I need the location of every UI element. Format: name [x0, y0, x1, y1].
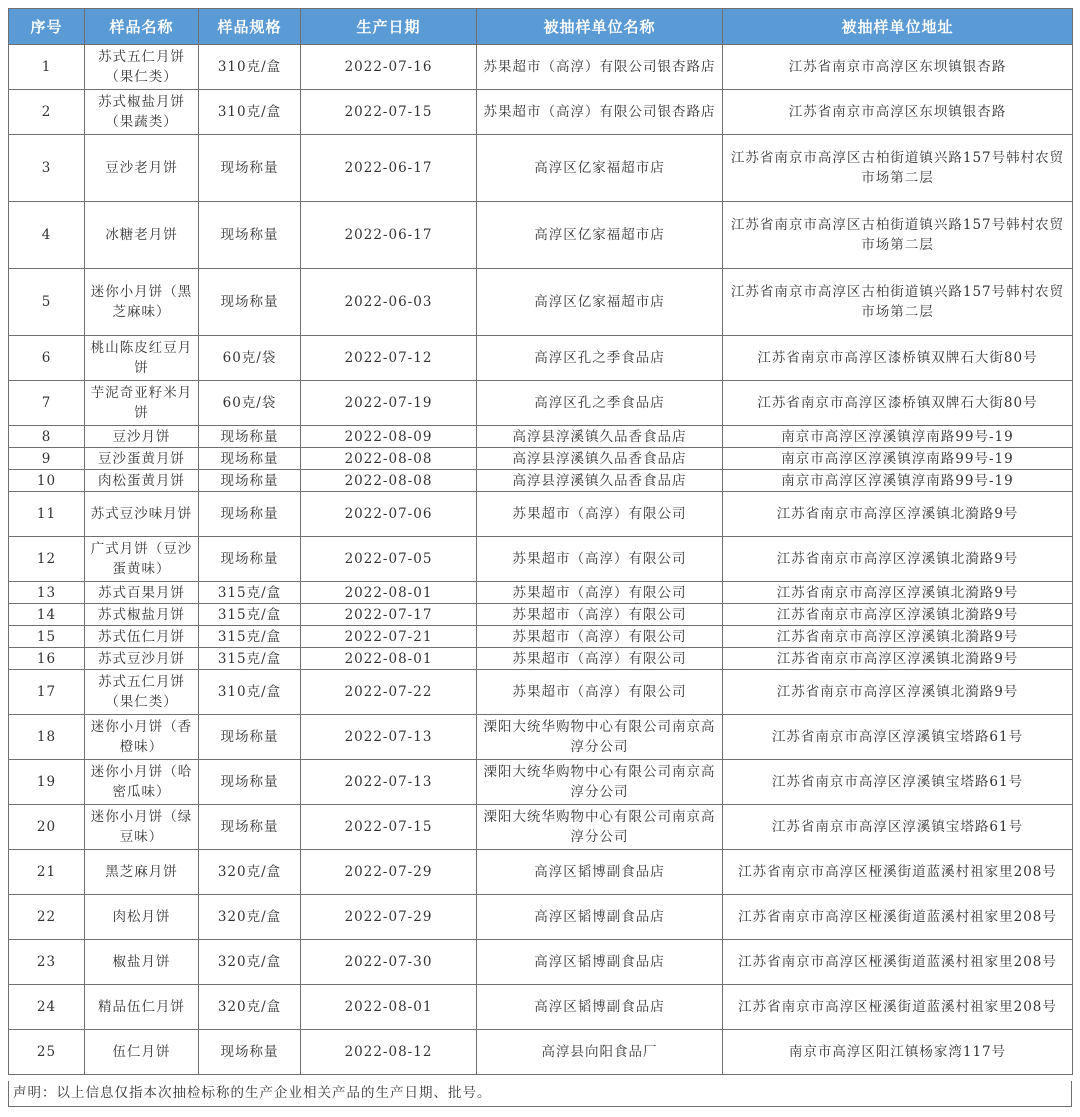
- cell-production-date: 2022-07-30: [301, 940, 477, 985]
- cell-sample-spec: 320克/盒: [199, 895, 301, 940]
- cell-sample-name: 苏式椒盐月饼: [85, 604, 199, 626]
- cell-sample-name: 迷你小月饼（绿豆味）: [85, 805, 199, 850]
- cell-sample-spec: 310克/盒: [199, 90, 301, 135]
- cell-no: 14: [9, 604, 85, 626]
- inspection-table: [8, 8, 1073, 1075]
- cell-sample-name: 苏式豆沙月饼: [85, 648, 199, 670]
- cell-sample-name: 苏式五仁月饼（果仁类）: [85, 670, 199, 715]
- cell-sample-spec: 现场称量: [199, 448, 301, 470]
- table-row: [9, 426, 1073, 448]
- cell-production-date: 2022-07-16: [301, 45, 477, 90]
- table-row: [9, 1030, 1073, 1075]
- cell-sampled-address: 江苏省南京市高淳区淳溪镇北漪路9号: [723, 670, 1073, 715]
- cell-production-date: 2022-07-22: [301, 670, 477, 715]
- cell-sample-name: 苏式豆沙味月饼: [85, 492, 199, 537]
- cell-sample-spec: 现场称量: [199, 1030, 301, 1075]
- cell-sample-name: 迷你小月饼（黑芝麻味）: [85, 269, 199, 336]
- cell-sampled-unit: 苏果超市（高淳）有限公司银杏路店: [477, 90, 723, 135]
- cell-sample-name: 芋泥奇亚籽米月饼: [85, 381, 199, 426]
- cell-production-date: 2022-08-08: [301, 448, 477, 470]
- cell-sampled-unit: 苏果超市（高淳）有限公司: [477, 626, 723, 648]
- cell-sample-name: 冰糖老月饼: [85, 202, 199, 269]
- cell-sampled-address: 江苏省南京市高淳区淳溪镇宝塔路61号: [723, 805, 1073, 850]
- cell-no: 25: [9, 1030, 85, 1075]
- cell-sample-name: 伍仁月饼: [85, 1030, 199, 1075]
- cell-sampled-unit: 高淳区韬博副食品店: [477, 940, 723, 985]
- cell-no: 2: [9, 90, 85, 135]
- cell-sampled-address: 江苏省南京市高淳区淳溪镇北漪路9号: [723, 582, 1073, 604]
- table-row: [9, 985, 1073, 1030]
- cell-sample-spec: 现场称量: [199, 202, 301, 269]
- table-row: [9, 850, 1073, 895]
- header-sample-name: 样品名称: [85, 9, 199, 45]
- header-sample-spec: 样品规格: [199, 9, 301, 45]
- cell-sampled-unit: 高淳区亿家福超市店: [477, 135, 723, 202]
- cell-sample-name: 豆沙月饼: [85, 426, 199, 448]
- table-row: [9, 448, 1073, 470]
- header-sampled-unit: 被抽样单位名称: [477, 9, 723, 45]
- table-row: [9, 470, 1073, 492]
- cell-production-date: 2022-08-09: [301, 426, 477, 448]
- cell-sampled-unit: 苏果超市（高淳）有限公司: [477, 582, 723, 604]
- cell-sampled-address: 江苏省南京市高淳区古柏街道镇兴路157号韩村农贸市场第二层: [723, 269, 1073, 336]
- table-row: [9, 715, 1073, 760]
- cell-sampled-address: 江苏省南京市高淳区淳溪镇北漪路9号: [723, 537, 1073, 582]
- table-row: [9, 537, 1073, 582]
- cell-production-date: 2022-08-08: [301, 470, 477, 492]
- cell-no: 18: [9, 715, 85, 760]
- cell-sampled-unit: 苏果超市（高淳）有限公司: [477, 492, 723, 537]
- cell-sample-spec: 60克/袋: [199, 381, 301, 426]
- cell-sampled-unit: 高淳县向阳食品厂: [477, 1030, 723, 1075]
- cell-production-date: 2022-07-13: [301, 760, 477, 805]
- cell-sampled-unit: 高淳县淳溪镇久品香食品店: [477, 426, 723, 448]
- cell-sampled-unit: 苏果超市（高淳）有限公司: [477, 670, 723, 715]
- table-row: [9, 940, 1073, 985]
- cell-no: 5: [9, 269, 85, 336]
- cell-sampled-address: 江苏省南京市高淳区东坝镇银杏路: [723, 90, 1073, 135]
- cell-sample-spec: 315克/盒: [199, 604, 301, 626]
- cell-sample-spec: 现场称量: [199, 470, 301, 492]
- cell-production-date: 2022-07-06: [301, 492, 477, 537]
- cell-sample-spec: 310克/盒: [199, 670, 301, 715]
- cell-sampled-address: 江苏省南京市高淳区淳溪镇北漪路9号: [723, 492, 1073, 537]
- cell-no: 19: [9, 760, 85, 805]
- cell-sample-name: 苏式百果月饼: [85, 582, 199, 604]
- cell-no: 15: [9, 626, 85, 648]
- cell-sampled-unit: 高淳县淳溪镇久品香食品店: [477, 470, 723, 492]
- cell-no: 24: [9, 985, 85, 1030]
- cell-sample-name: 苏式椒盐月饼（果蔬类）: [85, 90, 199, 135]
- table-row: [9, 760, 1073, 805]
- table-row: [9, 670, 1073, 715]
- cell-sample-name: 桃山陈皮红豆月饼: [85, 336, 199, 381]
- cell-sample-spec: 现场称量: [199, 760, 301, 805]
- table-row: [9, 135, 1073, 202]
- cell-sampled-address: 江苏省南京市高淳区桠溪街道蓝溪村祖家里208号: [723, 850, 1073, 895]
- cell-sampled-address: 江苏省南京市高淳区漆桥镇双牌石大街80号: [723, 336, 1073, 381]
- cell-sample-name: 迷你小月饼（香橙味）: [85, 715, 199, 760]
- cell-sample-spec: 315克/盒: [199, 648, 301, 670]
- cell-sample-name: 广式月饼（豆沙蛋黄味）: [85, 537, 199, 582]
- table-row: [9, 626, 1073, 648]
- cell-production-date: 2022-07-13: [301, 715, 477, 760]
- cell-production-date: 2022-06-17: [301, 135, 477, 202]
- cell-sampled-address: 南京市高淳区淳溪镇淳南路99号-19: [723, 448, 1073, 470]
- cell-sample-name: 豆沙蛋黄月饼: [85, 448, 199, 470]
- cell-sampled-unit: 溧阳大统华购物中心有限公司南京高淳分公司: [477, 805, 723, 850]
- cell-sample-spec: 现场称量: [199, 135, 301, 202]
- cell-no: 17: [9, 670, 85, 715]
- cell-production-date: 2022-07-05: [301, 537, 477, 582]
- cell-sampled-unit: 溧阳大统华购物中心有限公司南京高淳分公司: [477, 715, 723, 760]
- cell-production-date: 2022-06-03: [301, 269, 477, 336]
- cell-sampled-address: 江苏省南京市高淳区古柏街道镇兴路157号韩村农贸市场第二层: [723, 202, 1073, 269]
- cell-sampled-address: 江苏省南京市高淳区桠溪街道蓝溪村祖家里208号: [723, 940, 1073, 985]
- cell-sampled-unit: 高淳县淳溪镇久品香食品店: [477, 448, 723, 470]
- cell-sample-spec: 现场称量: [199, 426, 301, 448]
- cell-sampled-address: 南京市高淳区淳溪镇淳南路99号-19: [723, 426, 1073, 448]
- cell-sample-spec: 60克/袋: [199, 336, 301, 381]
- cell-sample-spec: 现场称量: [199, 492, 301, 537]
- cell-sampled-unit: 高淳区韬博副食品店: [477, 895, 723, 940]
- table-row: [9, 269, 1073, 336]
- cell-no: 9: [9, 448, 85, 470]
- cell-production-date: 2022-07-12: [301, 336, 477, 381]
- cell-production-date: 2022-07-19: [301, 381, 477, 426]
- table-row: [9, 492, 1073, 537]
- cell-no: 11: [9, 492, 85, 537]
- disclaimer-note: 声明：以上信息仅指本次抽检标称的生产企业相关产品的生产日期、批号。: [8, 1081, 1072, 1107]
- cell-sample-spec: 310克/盒: [199, 45, 301, 90]
- header-no: 序号: [9, 9, 85, 45]
- cell-production-date: 2022-07-29: [301, 895, 477, 940]
- cell-sampled-unit: 苏果超市（高淳）有限公司银杏路店: [477, 45, 723, 90]
- cell-sample-name: 肉松月饼: [85, 895, 199, 940]
- cell-no: 23: [9, 940, 85, 985]
- cell-production-date: 2022-08-01: [301, 648, 477, 670]
- table-body: [9, 45, 1073, 1075]
- cell-sampled-address: 南京市高淳区淳溪镇淳南路99号-19: [723, 470, 1073, 492]
- cell-sampled-address: 江苏省南京市高淳区桠溪街道蓝溪村祖家里208号: [723, 985, 1073, 1030]
- header-production-date: 生产日期: [301, 9, 477, 45]
- cell-sampled-address: 江苏省南京市高淳区淳溪镇北漪路9号: [723, 604, 1073, 626]
- cell-sampled-address: 江苏省南京市高淳区淳溪镇北漪路9号: [723, 626, 1073, 648]
- cell-sample-spec: 现场称量: [199, 805, 301, 850]
- cell-sampled-unit: 高淳区韬博副食品店: [477, 985, 723, 1030]
- cell-sample-name: 椒盐月饼: [85, 940, 199, 985]
- cell-no: 8: [9, 426, 85, 448]
- cell-no: 21: [9, 850, 85, 895]
- cell-production-date: 2022-07-21: [301, 626, 477, 648]
- cell-sampled-address: 江苏省南京市高淳区桠溪街道蓝溪村祖家里208号: [723, 895, 1073, 940]
- table-row: [9, 604, 1073, 626]
- cell-sampled-unit: 溧阳大统华购物中心有限公司南京高淳分公司: [477, 760, 723, 805]
- cell-no: 1: [9, 45, 85, 90]
- table-row: [9, 336, 1073, 381]
- cell-production-date: 2022-08-01: [301, 582, 477, 604]
- cell-production-date: 2022-07-29: [301, 850, 477, 895]
- cell-no: 3: [9, 135, 85, 202]
- cell-no: 6: [9, 336, 85, 381]
- cell-production-date: 2022-06-17: [301, 202, 477, 269]
- table-row: [9, 648, 1073, 670]
- cell-sample-spec: 现场称量: [199, 537, 301, 582]
- cell-sample-spec: 320克/盒: [199, 985, 301, 1030]
- cell-sample-spec: 现场称量: [199, 715, 301, 760]
- cell-sampled-address: 江苏省南京市高淳区漆桥镇双牌石大街80号: [723, 381, 1073, 426]
- table-row: [9, 895, 1073, 940]
- cell-no: 13: [9, 582, 85, 604]
- cell-sample-name: 苏式伍仁月饼: [85, 626, 199, 648]
- cell-sample-name: 苏式五仁月饼（果仁类）: [85, 45, 199, 90]
- table-row: [9, 582, 1073, 604]
- cell-sampled-unit: 苏果超市（高淳）有限公司: [477, 604, 723, 626]
- cell-sample-spec: 现场称量: [199, 269, 301, 336]
- cell-sample-name: 精品伍仁月饼: [85, 985, 199, 1030]
- cell-production-date: 2022-07-15: [301, 805, 477, 850]
- cell-production-date: 2022-07-17: [301, 604, 477, 626]
- cell-sampled-address: 江苏省南京市高淳区淳溪镇宝塔路61号: [723, 760, 1073, 805]
- table-row: [9, 90, 1073, 135]
- table-row: [9, 805, 1073, 850]
- cell-sampled-unit: 高淳区亿家福超市店: [477, 202, 723, 269]
- cell-production-date: 2022-08-01: [301, 985, 477, 1030]
- cell-sampled-address: 南京市高淳区阳江镇杨家湾117号: [723, 1030, 1073, 1075]
- cell-production-date: 2022-08-12: [301, 1030, 477, 1075]
- cell-no: 4: [9, 202, 85, 269]
- cell-sampled-unit: 苏果超市（高淳）有限公司: [477, 648, 723, 670]
- cell-sample-spec: 315克/盒: [199, 582, 301, 604]
- cell-sample-name: 迷你小月饼（哈密瓜味）: [85, 760, 199, 805]
- cell-sampled-unit: 苏果超市（高淳）有限公司: [477, 537, 723, 582]
- table-row: [9, 45, 1073, 90]
- cell-no: 22: [9, 895, 85, 940]
- cell-sample-name: 黑芝麻月饼: [85, 850, 199, 895]
- cell-sample-spec: 320克/盒: [199, 940, 301, 985]
- table-row: [9, 381, 1073, 426]
- cell-sampled-unit: 高淳区孔之季食品店: [477, 381, 723, 426]
- cell-sampled-unit: 高淳区亿家福超市店: [477, 269, 723, 336]
- cell-no: 16: [9, 648, 85, 670]
- table-row: [9, 202, 1073, 269]
- cell-no: 10: [9, 470, 85, 492]
- cell-sample-name: 肉松蛋黄月饼: [85, 470, 199, 492]
- cell-sample-spec: 320克/盒: [199, 850, 301, 895]
- cell-sample-spec: 315克/盒: [199, 626, 301, 648]
- cell-sampled-address: 江苏省南京市高淳区淳溪镇北漪路9号: [723, 648, 1073, 670]
- cell-sampled-address: 江苏省南京市高淳区淳溪镇宝塔路61号: [723, 715, 1073, 760]
- cell-sampled-unit: 高淳区孔之季食品店: [477, 336, 723, 381]
- cell-no: 20: [9, 805, 85, 850]
- cell-production-date: 2022-07-15: [301, 90, 477, 135]
- cell-no: 12: [9, 537, 85, 582]
- table-header-row: [9, 9, 1073, 45]
- cell-sampled-address: 江苏省南京市高淳区古柏街道镇兴路157号韩村农贸市场第二层: [723, 135, 1073, 202]
- header-sampled-address: 被抽样单位地址: [723, 9, 1073, 45]
- cell-no: 7: [9, 381, 85, 426]
- cell-sampled-unit: 高淳区韬博副食品店: [477, 850, 723, 895]
- cell-sampled-address: 江苏省南京市高淳区东坝镇银杏路: [723, 45, 1073, 90]
- cell-sample-name: 豆沙老月饼: [85, 135, 199, 202]
